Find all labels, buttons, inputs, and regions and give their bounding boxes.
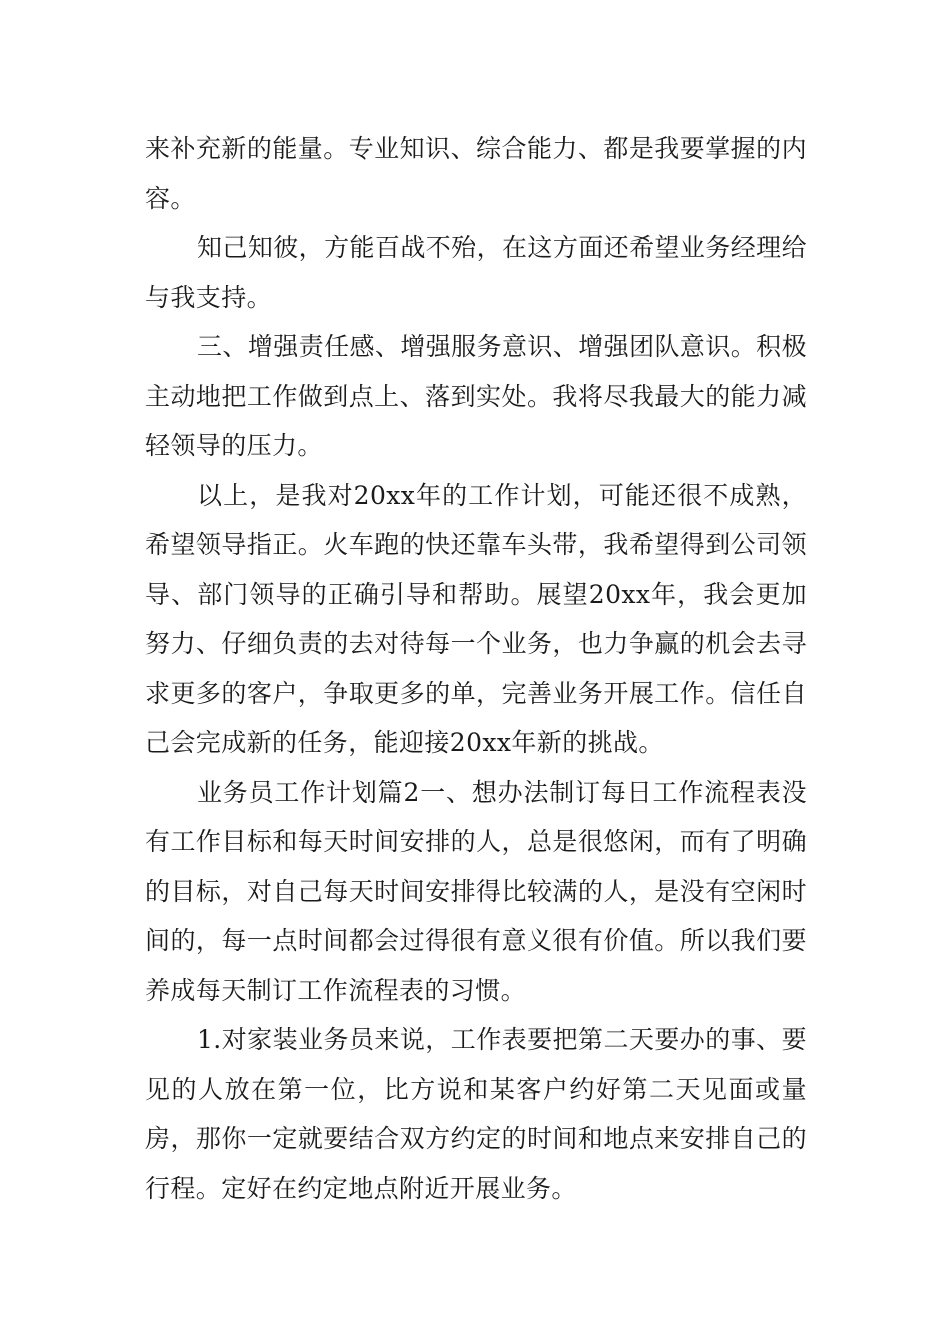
document-body — [145, 124, 807, 1213]
paragraph-summary: 以上，是我对20xx年的工作计划，可能还很不成熟，希望领导指正。火车跑的快还靠车头带，我希望得到公司领导、部门领导的正确引导和帮助。展望20xx年，我会更加努力、仔细负责的去对待每一个业务，也力争赢的机会去寻求更多的客户，争取更多的单，完善业务开展工作。信任自己会完成新的任务，能迎接20xx年新的挑战。 — [145, 480, 807, 757]
paragraph-plan-part-2: 业务员工作计划篇2一、想办法制订每日工作流程表没有工作目标和每天时间安排的人，总是很悠闲，而有了明确的目标，对自己每天时间安排得比较满的人，是没有空闲时间的，每一点时间都会过得很有意义很有价值。所以我们要养成每天制订工作流程表的习惯。 — [145, 777, 807, 1005]
paragraph-know-yourself: 知己知彼，方能百战不殆，在这方面还希望业务经理给与我支持。 — [145, 233, 807, 312]
paragraph-item-1: 1.对家装业务员来说，工作表要把第二天要办的事、要见的人放在第一位，比方说和某客户约好第二天见面或量房，那你一定就要结合双方约定的时间和地点来安排自己的行程。定好在约定地点附近开展业务。 — [145, 1025, 807, 1203]
paragraph-responsibility: 三、增强责任感、增强服务意识、增强团队意识。积极主动地把工作做到点上、落到实处。我将尽我最大的能力减轻领导的压力。 — [145, 332, 807, 460]
paragraph-continuation: 来补充新的能量。专业知识、综合能力、都是我要掌握的内容。 — [145, 134, 807, 213]
